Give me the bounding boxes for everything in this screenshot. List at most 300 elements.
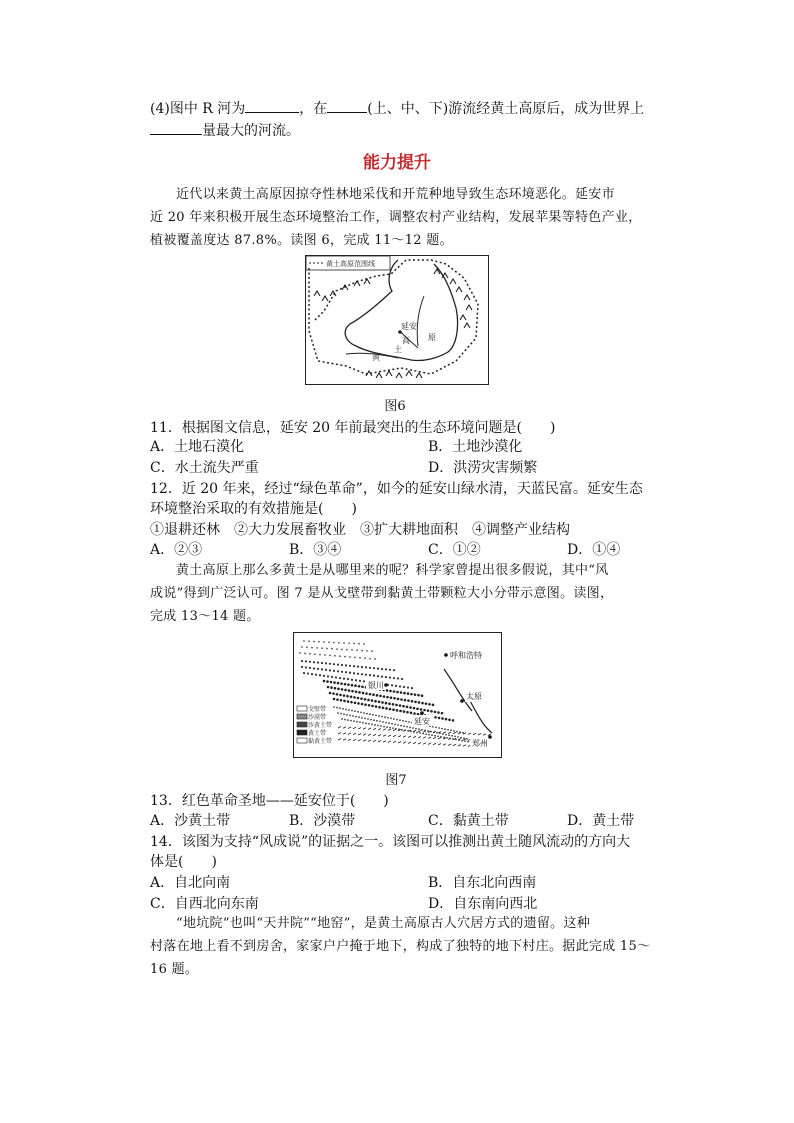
texture-dot bbox=[372, 714, 374, 716]
texture-dot bbox=[441, 717, 444, 720]
texture-dot bbox=[376, 694, 379, 697]
texture-dot bbox=[389, 727, 391, 729]
texture-dot bbox=[364, 718, 366, 720]
texture-dot bbox=[377, 675, 379, 677]
texture-dot bbox=[347, 719, 349, 721]
texture-dash bbox=[463, 745, 466, 747]
texture-dot bbox=[402, 705, 405, 708]
passage-3-line-3: 16 题。 bbox=[150, 962, 199, 977]
mountain-ridge bbox=[444, 669, 472, 711]
texture-dot bbox=[301, 646, 303, 648]
texture-dot bbox=[355, 679, 357, 681]
texture-dot bbox=[400, 698, 403, 701]
map-label-yanan: 延安 bbox=[401, 322, 417, 331]
q4-text-2: ，在 bbox=[299, 101, 328, 117]
texture-dot bbox=[353, 720, 355, 722]
texture-dash bbox=[388, 741, 391, 743]
texture-dash bbox=[448, 744, 451, 746]
texture-dot bbox=[354, 701, 357, 704]
texture-dot bbox=[369, 658, 371, 660]
texture-dot bbox=[357, 666, 359, 668]
legend-loess: 黄土带 bbox=[308, 730, 327, 737]
texture-dot bbox=[466, 738, 468, 740]
texture-dot bbox=[454, 736, 456, 738]
band-clay-loess bbox=[338, 727, 491, 748]
legend-swatch bbox=[297, 730, 307, 735]
texture-dot bbox=[434, 716, 437, 719]
texture-dash bbox=[383, 741, 386, 743]
question-4-line-2 bbox=[150, 120, 300, 141]
q12-option-c[interactable]: C．①② bbox=[428, 542, 481, 558]
texture-dot bbox=[441, 712, 444, 715]
texture-dash bbox=[338, 727, 341, 729]
texture-dot bbox=[409, 706, 412, 709]
texture-dot bbox=[353, 696, 356, 699]
texture-dot bbox=[374, 724, 376, 726]
city-yinchuan: 银川 bbox=[368, 681, 384, 690]
texture-dot bbox=[366, 650, 368, 652]
texture-dot bbox=[358, 643, 360, 645]
band-sandy-loess bbox=[323, 680, 455, 722]
texture-dot bbox=[378, 706, 381, 709]
texture-dot bbox=[355, 690, 358, 693]
q14-option-c[interactable]: C．自西北向东南 bbox=[150, 896, 259, 912]
texture-dot bbox=[319, 674, 321, 676]
texture-dot bbox=[341, 664, 343, 666]
texture-dot bbox=[408, 721, 410, 723]
question-11-stem: 11．根据图文信息，延安 20 年前最突出的生态环境问题是( ) bbox=[150, 420, 556, 436]
texture-dot bbox=[354, 710, 356, 712]
texture-dot bbox=[432, 704, 435, 707]
texture-dot bbox=[413, 712, 416, 715]
texture-dot bbox=[396, 709, 399, 712]
texture-dot bbox=[349, 672, 351, 674]
texture-dot bbox=[457, 736, 459, 738]
texture-dot bbox=[434, 711, 437, 714]
texture-dot bbox=[369, 693, 372, 696]
texture-dash bbox=[478, 734, 481, 736]
texture-dash bbox=[363, 734, 366, 736]
question-12-stem-1: 12．近 20 年来，经过“绿色革命”，如今的延安山绿水清，天蓝民富。延安生态 bbox=[150, 481, 643, 497]
texture-dot bbox=[368, 704, 371, 707]
texture-dot bbox=[343, 700, 346, 703]
texture-dash bbox=[388, 735, 391, 737]
passage-1-line-3: 植被覆盖度达 87.8%。读图 6，完成 11～12 题。 bbox=[150, 233, 453, 248]
texture-dot bbox=[406, 711, 409, 714]
q14-option-d[interactable]: D．自东南向西北 bbox=[428, 896, 538, 912]
texture-dash bbox=[338, 733, 341, 735]
question-14-stem-1: 14．该图为支持“风成说”的证据之一。该图可以推测出黄土随风流动的方向大 bbox=[150, 834, 631, 850]
legend-swatch bbox=[297, 714, 307, 719]
texture-dot bbox=[371, 724, 373, 726]
texture-dot bbox=[325, 662, 327, 664]
texture-dot bbox=[347, 700, 350, 703]
texture-dash bbox=[393, 729, 396, 731]
texture-dot bbox=[369, 667, 371, 669]
texture-dot bbox=[371, 705, 374, 708]
legend-desert: 沙漠带 bbox=[308, 714, 327, 721]
texture-dot bbox=[360, 697, 363, 700]
texture-dash bbox=[448, 732, 451, 734]
texture-dash bbox=[418, 743, 421, 745]
texture-dot bbox=[412, 727, 414, 729]
texture-dot bbox=[394, 724, 396, 726]
texture-dot bbox=[421, 729, 423, 731]
texture-dot bbox=[369, 674, 371, 676]
texture-dot bbox=[341, 649, 343, 651]
texture-dot bbox=[336, 707, 338, 709]
texture-dot bbox=[309, 661, 311, 663]
texture-dash bbox=[393, 741, 396, 743]
q13-option-b[interactable]: B．沙漠带 bbox=[289, 813, 356, 829]
answer-blank[interactable] bbox=[327, 98, 367, 113]
q12-option-a[interactable]: A．②③ bbox=[150, 542, 203, 558]
figure-7-map bbox=[293, 632, 502, 758]
texture-dash bbox=[373, 728, 376, 730]
texture-dot bbox=[330, 681, 333, 684]
texture-dot bbox=[329, 669, 331, 671]
texture-dot bbox=[339, 707, 341, 709]
texture-dot bbox=[399, 710, 402, 713]
map-label-huang: 黄 bbox=[372, 353, 380, 362]
texture-dot bbox=[420, 708, 423, 711]
texture-dot bbox=[416, 707, 419, 710]
texture-dot bbox=[359, 680, 361, 682]
texture-dot bbox=[363, 712, 365, 714]
texture-dot bbox=[344, 656, 346, 658]
texture-dot bbox=[401, 678, 403, 680]
q14-option-b[interactable]: B．自东北向西南 bbox=[428, 875, 537, 891]
texture-dot bbox=[304, 653, 306, 655]
texture-dash bbox=[463, 739, 466, 741]
passage-1-line-1: 近代以来黄土高原因掠夺性林地采伐和开荒种地导致生态环境恶化。延安市 bbox=[176, 187, 615, 202]
texture-dot bbox=[385, 676, 387, 678]
texture-dash bbox=[388, 729, 391, 731]
q11-option-a[interactable]: A．土地石漠化 bbox=[150, 439, 245, 455]
question-4-line-1 bbox=[150, 98, 644, 119]
texture-dash bbox=[423, 737, 426, 739]
texture-dot bbox=[337, 664, 339, 666]
texture-dot bbox=[388, 702, 391, 705]
texture-dot bbox=[311, 647, 313, 649]
q11-option-b[interactable]: B．土地沙漠化 bbox=[428, 439, 523, 455]
texture-dash bbox=[418, 731, 421, 733]
texture-dot bbox=[335, 676, 337, 678]
texture-dot bbox=[417, 694, 420, 697]
texture-dash bbox=[368, 740, 371, 742]
texture-dot bbox=[411, 700, 414, 703]
texture-dot bbox=[389, 708, 392, 711]
texture-dot bbox=[363, 680, 365, 682]
texture-dot bbox=[430, 710, 433, 713]
q14-option-a[interactable]: A．自北向南 bbox=[150, 875, 231, 891]
texture-dot bbox=[346, 649, 348, 651]
texture-dot bbox=[337, 670, 339, 672]
texture-dot bbox=[340, 699, 343, 702]
texture-dot bbox=[331, 676, 333, 678]
texture-dot bbox=[397, 677, 399, 679]
texture-dot bbox=[321, 647, 323, 649]
texture-dot bbox=[392, 708, 395, 711]
texture-dash bbox=[358, 728, 361, 730]
texture-dot bbox=[411, 687, 413, 689]
texture-dash bbox=[483, 734, 486, 736]
texture-dot bbox=[321, 668, 323, 670]
texture-dash bbox=[453, 744, 456, 746]
texture-dot bbox=[388, 722, 390, 724]
answer-blank[interactable] bbox=[150, 120, 202, 135]
texture-dot bbox=[365, 666, 367, 668]
city-marker-yinchuan bbox=[384, 683, 388, 687]
texture-dot bbox=[396, 719, 398, 721]
texture-dot bbox=[345, 709, 347, 711]
texture-dot bbox=[409, 727, 411, 729]
texture-dash bbox=[413, 742, 416, 744]
texture-dot bbox=[348, 709, 350, 711]
texture-dot bbox=[460, 737, 462, 739]
texture-dot bbox=[370, 719, 372, 721]
texture-dot bbox=[309, 653, 311, 655]
texture-dot bbox=[369, 713, 371, 715]
texture-dot bbox=[353, 665, 355, 667]
texture-dot bbox=[357, 711, 359, 713]
q12-option-b[interactable]: B．③④ bbox=[289, 542, 342, 558]
texture-dot bbox=[418, 701, 421, 704]
texture-dot bbox=[351, 710, 353, 712]
map-label-gao: 高 bbox=[402, 336, 410, 345]
texture-dot bbox=[385, 707, 388, 710]
texture-dot bbox=[448, 734, 450, 736]
texture-dot bbox=[357, 697, 360, 700]
texture-dash bbox=[453, 732, 456, 734]
q13-option-a[interactable]: A．沙黄土带 bbox=[150, 813, 231, 829]
texture-dot bbox=[385, 722, 387, 724]
texture-dot bbox=[353, 672, 355, 674]
texture-dot bbox=[400, 691, 403, 694]
texture-dot bbox=[428, 703, 431, 706]
texture-dot bbox=[352, 715, 354, 717]
texture-dot bbox=[399, 704, 402, 707]
texture-dash bbox=[438, 738, 441, 740]
texture-dot bbox=[343, 694, 346, 697]
texture-dot bbox=[373, 667, 375, 669]
texture-dot bbox=[354, 657, 356, 659]
texture-dot bbox=[324, 654, 326, 656]
texture-dot bbox=[461, 740, 463, 742]
texture-dot bbox=[406, 726, 408, 728]
texture-dot bbox=[351, 690, 354, 693]
texture-dot bbox=[360, 712, 362, 714]
texture-dot bbox=[410, 712, 413, 715]
texture-dot bbox=[367, 699, 370, 702]
texture-dot bbox=[337, 712, 339, 714]
q11-option-d[interactable]: D．洪涝灾害频繁 bbox=[428, 460, 538, 476]
texture-dot bbox=[354, 684, 357, 687]
texture-dot bbox=[348, 689, 351, 692]
texture-dash bbox=[348, 733, 351, 735]
texture-dot bbox=[382, 707, 385, 710]
texture-dot bbox=[329, 692, 332, 695]
question-13-stem: 13．红色革命圣地——延安位于( ) bbox=[150, 793, 389, 809]
texture-dash bbox=[338, 739, 341, 741]
texture-dot bbox=[418, 728, 420, 730]
texture-dot bbox=[402, 720, 404, 722]
texture-dot bbox=[379, 695, 382, 698]
texture-dot bbox=[382, 721, 384, 723]
texture-dot bbox=[373, 719, 375, 721]
texture-dot bbox=[329, 655, 331, 657]
texture-dot bbox=[363, 643, 365, 645]
texture-dot bbox=[381, 676, 383, 678]
texture-dot bbox=[452, 719, 455, 722]
q4-text-3: (上、中、下)游流经黄土高原后，成为世界上 bbox=[367, 101, 645, 117]
texture-dot bbox=[362, 722, 364, 724]
texture-dash bbox=[468, 733, 471, 735]
texture-dot bbox=[374, 658, 376, 660]
texture-dot bbox=[403, 692, 406, 695]
texture-dot bbox=[391, 723, 393, 725]
texture-dot bbox=[301, 660, 303, 662]
texture-dot bbox=[350, 720, 352, 722]
passage-2-line-2: 成说”得到广泛认可。图 7 是从戈壁带到黏黄土带颗粒大小分带示意图。读图， bbox=[150, 586, 614, 601]
texture-dot bbox=[375, 715, 377, 717]
texture-dash bbox=[358, 734, 361, 736]
answer-blank[interactable] bbox=[245, 98, 299, 113]
map-label-yuan: 原 bbox=[428, 333, 436, 342]
q4-text-4: 量最大的河流。 bbox=[202, 123, 300, 139]
texture-dot bbox=[392, 703, 395, 706]
texture-dot bbox=[371, 699, 374, 702]
texture-dot bbox=[393, 690, 396, 693]
texture-dot bbox=[451, 735, 453, 737]
q12-option-d[interactable]: D．①④ bbox=[567, 542, 621, 558]
texture-dot bbox=[343, 713, 345, 715]
texture-dash bbox=[383, 729, 386, 731]
texture-dot bbox=[306, 646, 308, 648]
texture-dot bbox=[313, 661, 315, 663]
texture-dot bbox=[400, 725, 402, 727]
texture-dot bbox=[345, 671, 347, 673]
texture-dot bbox=[336, 648, 338, 650]
texture-dot bbox=[379, 721, 381, 723]
texture-dot bbox=[421, 694, 424, 697]
texture-dash bbox=[423, 743, 426, 745]
texture-dot bbox=[330, 686, 333, 689]
city-marker-hohhot bbox=[444, 653, 448, 657]
legend-sandy-loess: 沙黄土带 bbox=[308, 722, 333, 729]
texture-dot bbox=[347, 678, 349, 680]
texture-dash bbox=[373, 734, 376, 736]
texture-dot bbox=[323, 680, 326, 683]
texture-dot bbox=[407, 699, 410, 702]
texture-dot bbox=[448, 718, 451, 721]
q13-option-d[interactable]: D．黄土带 bbox=[567, 813, 635, 829]
texture-dot bbox=[358, 685, 361, 688]
texture-dot bbox=[323, 641, 325, 643]
texture-dot bbox=[445, 734, 447, 736]
texture-dot bbox=[357, 702, 360, 705]
texture-dash bbox=[353, 727, 356, 729]
texture-dot bbox=[359, 721, 361, 723]
texture-dot bbox=[404, 699, 407, 702]
texture-dot bbox=[389, 690, 392, 693]
texture-dot bbox=[385, 702, 388, 705]
q11-option-c[interactable]: C．水土流失严重 bbox=[150, 460, 259, 476]
texture-dot bbox=[450, 730, 452, 732]
texture-dash bbox=[363, 728, 366, 730]
question-12-stem-2: 环境整治采取的有效措施是( ) bbox=[150, 501, 357, 517]
legend-swatch bbox=[297, 722, 307, 727]
texture-dot bbox=[311, 673, 313, 675]
texture-dot bbox=[447, 729, 449, 731]
texture-dot bbox=[395, 685, 397, 687]
texture-dot bbox=[416, 732, 418, 734]
passage-2-line-3: 完成 13～14 题。 bbox=[150, 609, 260, 624]
texture-dash bbox=[348, 727, 351, 729]
texture-dash bbox=[413, 736, 416, 738]
texture-dash bbox=[443, 732, 446, 734]
texture-dot bbox=[361, 703, 364, 706]
texture-dot bbox=[342, 708, 344, 710]
texture-dash bbox=[378, 741, 381, 743]
texture-dot bbox=[344, 689, 347, 692]
texture-dash bbox=[428, 737, 431, 739]
texture-dot bbox=[305, 660, 307, 662]
texture-dot bbox=[331, 648, 333, 650]
texture-dot bbox=[309, 667, 311, 669]
texture-dot bbox=[393, 697, 396, 700]
q13-option-c[interactable]: C．黏黄土带 bbox=[428, 813, 509, 829]
texture-dot bbox=[339, 677, 341, 679]
texture-dash bbox=[383, 735, 386, 737]
texture-dot bbox=[393, 718, 395, 720]
texture-dash bbox=[398, 736, 401, 738]
texture-dot bbox=[435, 727, 437, 729]
texture-dot bbox=[355, 716, 357, 718]
texture-dot bbox=[375, 705, 378, 708]
texture-dot bbox=[319, 654, 321, 656]
texture-dash bbox=[398, 742, 401, 744]
texture-dot bbox=[421, 702, 424, 705]
texture-dot bbox=[333, 698, 336, 701]
texture-dot bbox=[303, 672, 305, 674]
question-14-stem-2: 体是( ) bbox=[150, 854, 217, 870]
texture-dot bbox=[390, 718, 392, 720]
legend-gobi: 戈壁带 bbox=[308, 706, 327, 713]
texture-dot bbox=[343, 642, 345, 644]
texture-dot bbox=[366, 713, 368, 715]
texture-dot bbox=[349, 656, 351, 658]
texture-dot bbox=[422, 733, 424, 735]
texture-dash bbox=[343, 733, 346, 735]
texture-dot bbox=[383, 726, 385, 728]
texture-dot bbox=[361, 673, 363, 675]
texture-dash bbox=[438, 744, 441, 746]
figure-6-map bbox=[305, 255, 489, 385]
texture-dash bbox=[348, 739, 351, 741]
texture-dot bbox=[462, 732, 464, 734]
texture-dot bbox=[334, 655, 336, 657]
texture-dash bbox=[403, 736, 406, 738]
texture-dot bbox=[356, 649, 358, 651]
texture-dot bbox=[351, 684, 354, 687]
texture-dot bbox=[334, 687, 337, 690]
q4-text-1: (4)图中 R 河为 bbox=[150, 101, 246, 117]
texture-dash bbox=[408, 742, 411, 744]
texture-dot bbox=[414, 701, 417, 704]
city-zhengzhou: 郑州 bbox=[472, 739, 488, 748]
texture-dot bbox=[318, 641, 320, 643]
